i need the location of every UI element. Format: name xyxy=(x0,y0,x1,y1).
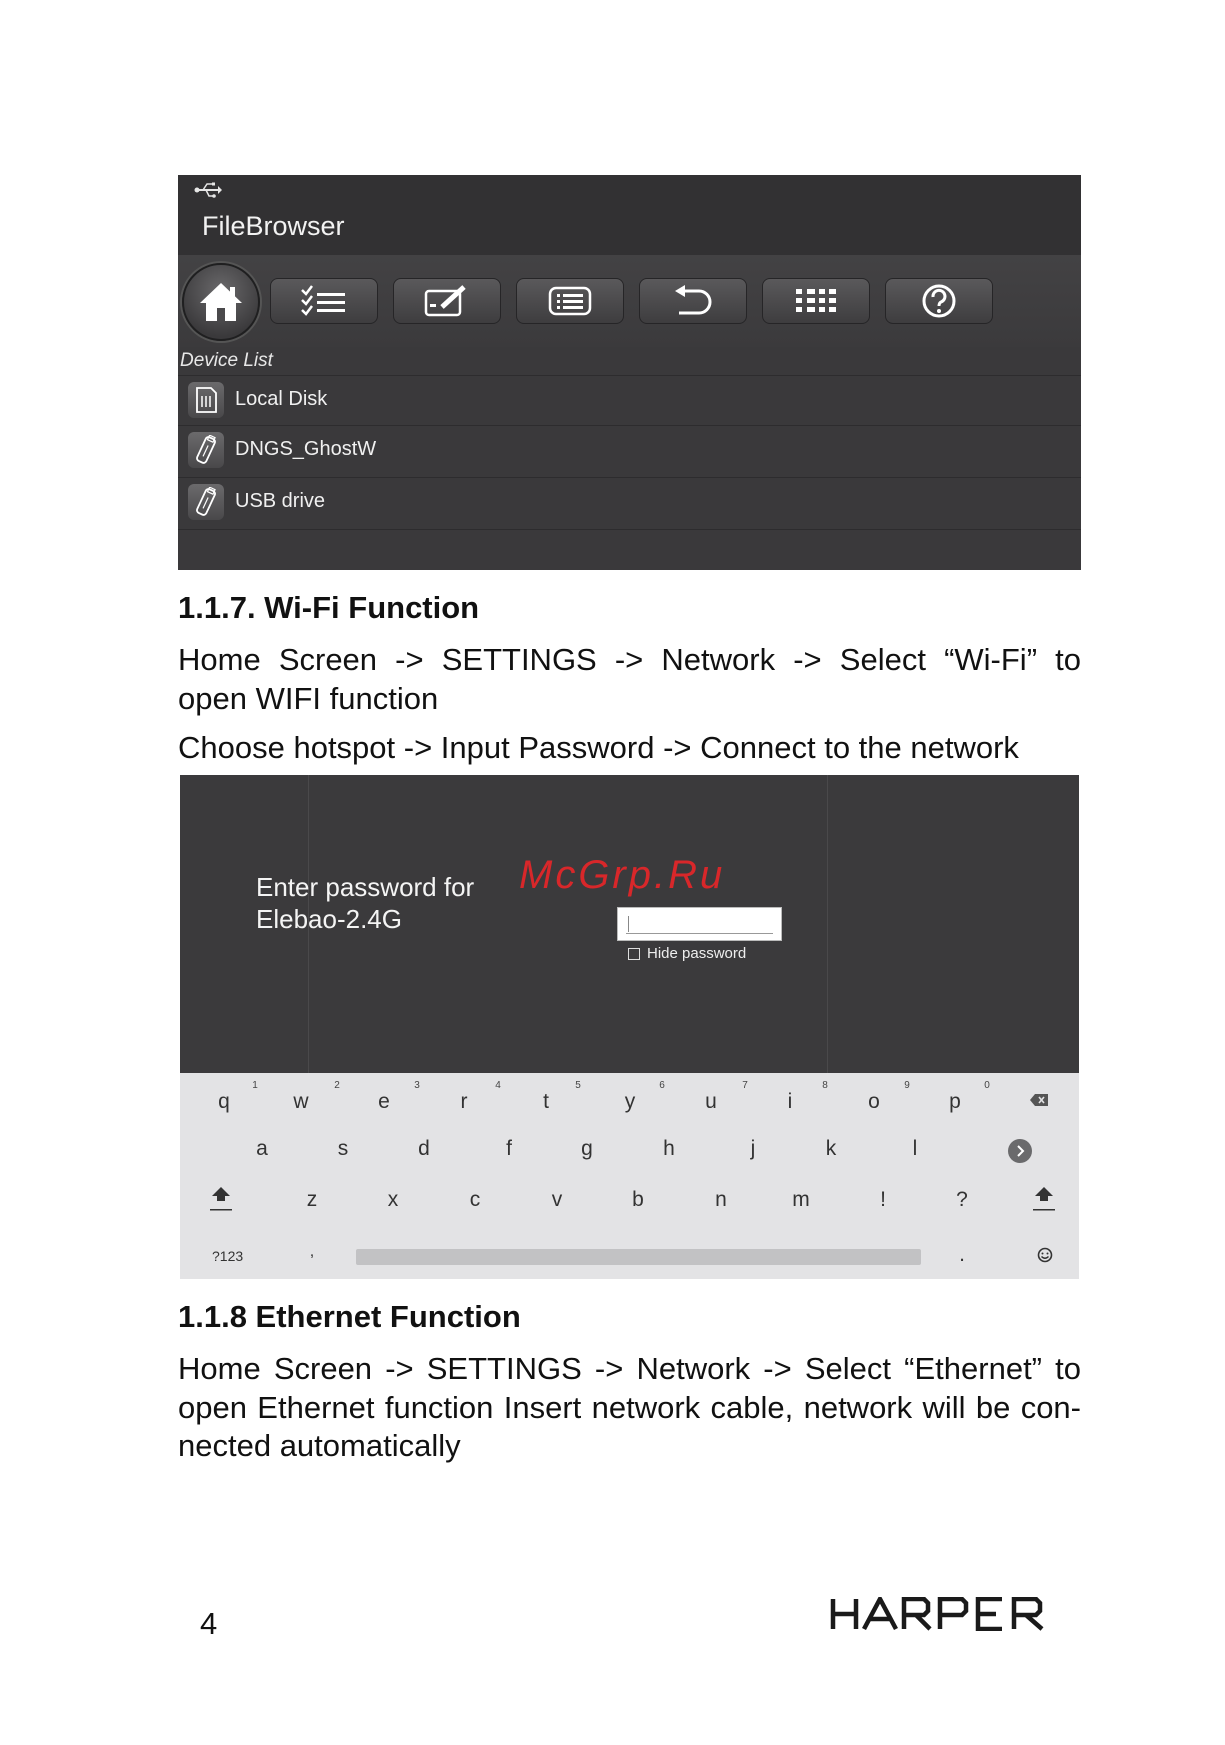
key-x[interactable]: x xyxy=(387,1188,399,1211)
key-o[interactable]: o xyxy=(868,1090,880,1113)
key-a[interactable]: a xyxy=(256,1137,268,1160)
key-hint: 7 xyxy=(742,1080,748,1091)
key-i[interactable]: i xyxy=(787,1090,793,1113)
key-g[interactable]: g xyxy=(581,1137,593,1160)
ethernet-paragraph-line2: open Ethernet function Insert network cable, network will be con- xyxy=(178,1390,1081,1425)
key-b[interactable]: b xyxy=(632,1188,644,1211)
watermark: McGrp.Ru xyxy=(519,853,726,897)
back-button[interactable] xyxy=(639,278,747,324)
key-hint: 0 xyxy=(984,1080,990,1091)
key-t[interactable]: t xyxy=(543,1090,549,1113)
device-row-local-disk[interactable] xyxy=(178,375,1081,426)
help-icon xyxy=(921,283,957,319)
key-c[interactable]: c xyxy=(469,1188,481,1211)
key-comma[interactable]: , xyxy=(309,1243,315,1260)
usb-icon xyxy=(194,181,222,199)
home-icon xyxy=(198,281,244,323)
key-v[interactable]: v xyxy=(551,1188,563,1211)
input-underline xyxy=(626,933,773,934)
ethernet-paragraph-line3: nected automatically xyxy=(178,1428,461,1463)
device-list-label: Device List xyxy=(180,350,273,371)
key-hint: 9 xyxy=(904,1080,910,1091)
file-browser-titlebar xyxy=(178,175,1081,255)
usb-stick-icon xyxy=(188,484,224,520)
file-browser-toolbar xyxy=(178,255,1081,347)
shift-right-icon[interactable] xyxy=(1033,1185,1055,1211)
key-hint: 1 xyxy=(252,1080,258,1091)
shift-left-icon[interactable] xyxy=(210,1185,232,1211)
key-m[interactable]: m xyxy=(792,1188,810,1211)
device-label: DNGS_GhostW xyxy=(235,438,377,460)
text-cursor xyxy=(628,916,629,932)
key-s[interactable]: s xyxy=(337,1137,349,1160)
device-list-empty-row xyxy=(178,529,1081,570)
key-period[interactable]: . xyxy=(959,1243,965,1266)
device-row-usb-drive[interactable] xyxy=(178,477,1081,528)
backspace-icon[interactable] xyxy=(1030,1094,1048,1106)
emoji-icon[interactable] xyxy=(1037,1247,1053,1263)
grid-view-icon xyxy=(795,288,837,314)
key-f[interactable]: f xyxy=(506,1137,512,1160)
key-e[interactable]: e xyxy=(378,1090,390,1113)
key-exclamation[interactable]: ! xyxy=(880,1188,886,1211)
select-list-button[interactable] xyxy=(270,278,378,324)
password-prompt xyxy=(256,871,474,935)
key-k[interactable]: k xyxy=(825,1137,837,1160)
wifi-paragraph-2: Choose hotspot -> Input Password -> Connect to the network xyxy=(178,730,1019,765)
key-hint: 2 xyxy=(334,1080,340,1091)
device-label: USB drive xyxy=(235,490,326,512)
key-w[interactable]: w xyxy=(293,1090,309,1113)
password-input[interactable] xyxy=(617,907,782,941)
network-name: Elebao-2.4G xyxy=(256,904,402,934)
key-hint: 3 xyxy=(414,1080,420,1091)
symbols-key[interactable]: ?123 xyxy=(212,1248,244,1264)
undo-icon xyxy=(673,285,713,317)
wifi-password-screenshot xyxy=(180,775,1079,1279)
key-question[interactable]: ? xyxy=(956,1188,968,1211)
harper-logo xyxy=(830,1597,1082,1631)
key-z[interactable]: z xyxy=(306,1188,318,1211)
key-hint: 5 xyxy=(575,1080,581,1091)
app-title: FileBrowser xyxy=(202,211,345,241)
key-r[interactable]: r xyxy=(460,1090,468,1113)
list-view-button[interactable] xyxy=(516,278,624,324)
key-p[interactable]: p xyxy=(949,1090,961,1113)
go-key-icon[interactable] xyxy=(1008,1139,1032,1163)
wifi-paragraph-line2: open WIFI function xyxy=(178,681,439,716)
key-d[interactable]: d xyxy=(418,1137,430,1160)
device-label: Local Disk xyxy=(235,388,328,410)
key-n[interactable]: n xyxy=(715,1188,727,1211)
ethernet-paragraph-line1: Home Screen -> SETTINGS -> Network -> Select “Ethernet” to xyxy=(178,1351,1081,1386)
edit-button[interactable] xyxy=(393,278,501,324)
usb-stick-icon xyxy=(188,432,224,468)
key-h[interactable]: h xyxy=(663,1137,675,1160)
prompt-line-1: Enter password for xyxy=(256,872,475,902)
key-j[interactable]: j xyxy=(750,1137,756,1160)
wifi-paragraph-line1: Home Screen -> SETTINGS -> Network -> Select “Wi-Fi” to xyxy=(178,642,1081,677)
grid-view-button[interactable] xyxy=(762,278,870,324)
key-hint: 8 xyxy=(822,1080,828,1091)
checklist-icon xyxy=(300,285,348,317)
hide-password-option[interactable] xyxy=(628,945,746,962)
key-q[interactable]: q xyxy=(218,1090,230,1113)
key-y[interactable]: y xyxy=(624,1090,636,1113)
on-screen-keyboard xyxy=(180,1073,1079,1279)
key-hint: 6 xyxy=(659,1080,665,1091)
device-row-dngs-ghostw[interactable] xyxy=(178,425,1081,476)
wifi-heading: 1.1.7. Wi-Fi Function xyxy=(178,590,480,625)
edit-icon xyxy=(424,285,470,317)
sd-card-icon xyxy=(188,382,224,418)
help-button[interactable] xyxy=(885,278,993,324)
page-number: 4 xyxy=(200,1606,218,1641)
divider xyxy=(827,775,828,1075)
key-hint: 4 xyxy=(495,1080,501,1091)
hide-password-label: Hide password xyxy=(647,945,747,962)
hide-password-checkbox[interactable] xyxy=(628,948,640,960)
key-l[interactable]: l xyxy=(912,1137,918,1160)
key-u[interactable]: u xyxy=(705,1090,717,1113)
file-browser-screenshot xyxy=(178,175,1081,570)
list-view-icon xyxy=(548,286,592,316)
home-button[interactable] xyxy=(182,263,260,341)
space-bar[interactable] xyxy=(356,1249,921,1265)
ethernet-heading: 1.1.8 Ethernet Function xyxy=(178,1299,521,1334)
